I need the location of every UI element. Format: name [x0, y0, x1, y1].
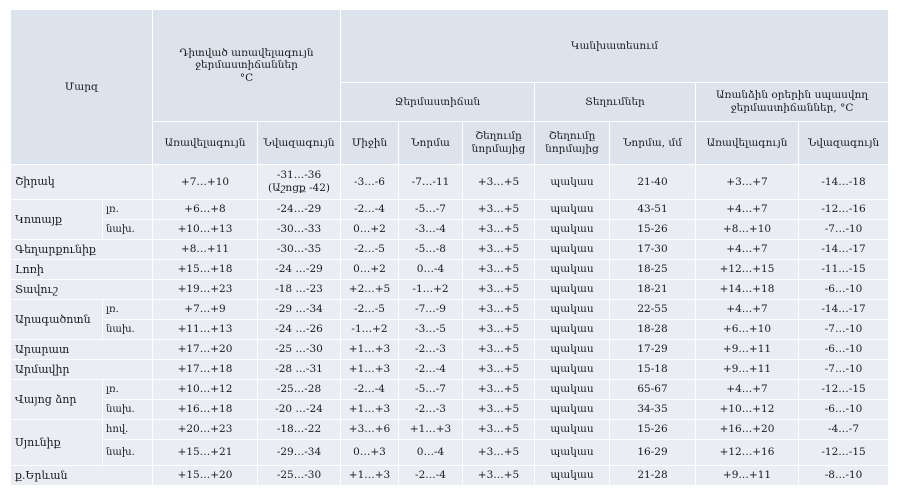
table-row: [11, 200, 889, 220]
deviation-cell: +3…+5: [463, 466, 535, 486]
forecast-min-cell: -14…-17: [799, 300, 889, 320]
mean-cell: -2…-5: [341, 300, 399, 320]
forecast-min-cell: -12…-16: [799, 200, 889, 220]
observed-max-cell: +11…+13: [153, 320, 258, 340]
norm-cell: -3…-5: [399, 320, 463, 340]
region-cell: ք.Երևան: [11, 466, 153, 486]
mean-cell: +1…+3: [341, 400, 399, 420]
norm-cell: 0…-4: [399, 260, 463, 280]
precip-deviation-cell: պակաս: [535, 300, 610, 320]
region-cell: Արարատ: [11, 340, 153, 360]
precip-norm-cell: 21-40: [610, 165, 696, 200]
precip-deviation-cell: պակաս: [535, 340, 610, 360]
precip-deviation-cell: պակաս: [535, 400, 610, 420]
precip-norm-cell: 15-18: [610, 360, 696, 380]
climate-forecast-table: [10, 9, 889, 486]
table-row: [11, 220, 889, 240]
forecast-max-cell: +4…+7: [696, 200, 799, 220]
subregion-cell: նախ.: [103, 400, 153, 420]
observed-min-text: -31…-36 (Աշոցք -42): [267, 169, 331, 194]
forecast-max-cell: +12…+16: [696, 440, 799, 466]
region-cell: Կոտայք: [11, 200, 103, 240]
subregion-cell: նախ.: [103, 320, 153, 340]
observed-min-cell: [258, 165, 341, 200]
norm-cell: -7…-9: [399, 300, 463, 320]
precip-norm-cell: 18-25: [610, 260, 696, 280]
header-temp-deviation: [463, 122, 535, 165]
mean-cell: 0…+3: [341, 440, 399, 466]
forecast-min-cell: -12…-15: [799, 380, 889, 400]
observed-max-cell: +16…+18: [153, 400, 258, 420]
precip-norm-cell: 18-21: [610, 280, 696, 300]
forecast-max-cell: +4…+7: [696, 240, 799, 260]
header-forecast-extremes: [696, 83, 889, 122]
mean-cell: +2…+5: [341, 280, 399, 300]
table-row: [11, 300, 889, 320]
precip-deviation-cell: պակաս: [535, 240, 610, 260]
forecast-min-cell: -14…-17: [799, 240, 889, 260]
region-cell: Լոռի: [11, 260, 153, 280]
norm-cell: -2…-3: [399, 400, 463, 420]
observed-min-cell: -24 …-29: [258, 260, 341, 280]
forecast-min-cell: -4…-7: [799, 420, 889, 440]
subregion-cell: նախ.: [103, 440, 153, 466]
precip-norm-cell: 17-30: [610, 240, 696, 260]
mean-cell: 0…+2: [341, 220, 399, 240]
observed-min-cell: -28 …-31: [258, 360, 341, 380]
forecast-max-cell: +9…+11: [696, 340, 799, 360]
precip-deviation-cell: պակաս: [535, 200, 610, 220]
precip-norm-cell: 65-67: [610, 380, 696, 400]
deviation-cell: +3…+5: [463, 400, 535, 420]
header-precipitation: Տեղումներ: [535, 83, 696, 122]
norm-cell: -1…+2: [399, 280, 463, 300]
precip-norm-cell: 34-35: [610, 400, 696, 420]
norm-cell: -5…-7: [399, 200, 463, 220]
header-forecast-min: Նվազագույն: [799, 122, 889, 165]
norm-cell: -2…-4: [399, 466, 463, 486]
precip-norm-cell: 16-29: [610, 440, 696, 466]
table-row: [11, 380, 889, 400]
observed-max-cell: +15…+20: [153, 466, 258, 486]
header-observed-max: Առավելագույն: [153, 122, 258, 165]
norm-cell: -2…-4: [399, 360, 463, 380]
table-row: [11, 320, 889, 340]
deviation-cell: +3…+5: [463, 340, 535, 360]
mean-cell: +3…+6: [341, 420, 399, 440]
forecast-max-cell: +10…+12: [696, 400, 799, 420]
observed-min-cell: -18…-22: [258, 420, 341, 440]
observed-min-cell: -25 …-30: [258, 340, 341, 360]
observed-min-cell: -18 …-23: [258, 280, 341, 300]
region-cell: Արմավիր: [11, 360, 153, 380]
header-temp-mean: Միջին: [341, 122, 399, 165]
deviation-cell: +3…+5: [463, 380, 535, 400]
header-observed: [153, 10, 341, 122]
header-forecast-max: Առավելագույն: [696, 122, 799, 165]
table-body: [11, 165, 889, 486]
deviation-cell: +3…+5: [463, 240, 535, 260]
observed-max-cell: +10…+12: [153, 380, 258, 400]
deviation-cell: +3…+5: [463, 165, 535, 200]
table-row: [11, 466, 889, 486]
forecast-max-cell: +9…+11: [696, 360, 799, 380]
precip-deviation-cell: պակաս: [535, 466, 610, 486]
observed-max-cell: +17…+18: [153, 360, 258, 380]
precip-norm-cell: 22-55: [610, 300, 696, 320]
mean-cell: +1…+3: [341, 360, 399, 380]
table-row: [11, 340, 889, 360]
mean-cell: -1…+2: [341, 320, 399, 340]
subregion-cell: լռ.: [103, 200, 153, 220]
precip-deviation-cell: պակաս: [535, 165, 610, 200]
observed-max-cell: +8…+11: [153, 240, 258, 260]
climate-table-container: [10, 9, 888, 486]
forecast-max-cell: +3…+7: [696, 165, 799, 200]
header-observed-text: Դիտված առավելագույն ջերմաստիճաններ °C: [179, 46, 314, 84]
observed-max-cell: +6…+8: [153, 200, 258, 220]
forecast-max-cell: +8…+10: [696, 220, 799, 240]
forecast-min-cell: -7…-10: [799, 320, 889, 340]
header-temperatures: Ջերմաստիճան: [341, 83, 535, 122]
table-row: [11, 240, 889, 260]
mean-cell: -2…-4: [341, 380, 399, 400]
table-row: [11, 260, 889, 280]
norm-cell: +1…+3: [399, 420, 463, 440]
table-row: [11, 165, 889, 200]
precip-deviation-cell: պակաս: [535, 260, 610, 280]
mean-cell: -3…-6: [341, 165, 399, 200]
observed-min-cell: -24…-29: [258, 200, 341, 220]
precip-deviation-cell: պակաս: [535, 320, 610, 340]
precip-norm-cell: 21-28: [610, 466, 696, 486]
norm-cell: 0…-4: [399, 440, 463, 466]
norm-cell: -5…-7: [399, 380, 463, 400]
deviation-cell: +3…+5: [463, 420, 535, 440]
region-cell: Արագածոտն: [11, 300, 103, 340]
forecast-max-cell: +4…+7: [696, 300, 799, 320]
forecast-min-cell: -14…-18: [799, 165, 889, 200]
mean-cell: 0…+2: [341, 260, 399, 280]
region-cell: Շիրակ: [11, 165, 153, 200]
deviation-cell: +3…+5: [463, 220, 535, 240]
subregion-cell: նախ.: [103, 220, 153, 240]
region-cell: Վայոց ձոր: [11, 380, 103, 420]
observed-min-cell: -25…-28: [258, 380, 341, 400]
forecast-max-cell: +9…+11: [696, 466, 799, 486]
observed-max-cell: +20…+23: [153, 420, 258, 440]
observed-max-cell: +19…+23: [153, 280, 258, 300]
norm-cell: -7…-11: [399, 165, 463, 200]
deviation-cell: +3…+5: [463, 200, 535, 220]
forecast-max-cell: +16…+20: [696, 420, 799, 440]
mean-cell: -2…-4: [341, 200, 399, 220]
forecast-min-cell: -7…-10: [799, 220, 889, 240]
forecast-min-cell: -6…-10: [799, 400, 889, 420]
header-precip-deviation-text: Շեղումը նորմայից: [545, 130, 599, 155]
precip-norm-cell: 43-51: [610, 200, 696, 220]
deviation-cell: +3…+5: [463, 260, 535, 280]
observed-max-cell: +15…+21: [153, 440, 258, 466]
table-row: [11, 280, 889, 300]
table-header: [11, 10, 889, 165]
observed-min-cell: -20 …-24: [258, 400, 341, 420]
forecast-min-cell: -6…-10: [799, 280, 889, 300]
deviation-cell: +3…+5: [463, 360, 535, 380]
mean-cell: +1…+3: [341, 340, 399, 360]
header-forecast: Կանխատեսում: [341, 10, 889, 83]
observed-max-cell: +7…+9: [153, 300, 258, 320]
precip-deviation-cell: պակաս: [535, 220, 610, 240]
table-row: [11, 440, 889, 466]
region-cell: Սյունիք: [11, 420, 103, 466]
observed-min-cell: -29…-34: [258, 440, 341, 466]
forecast-max-cell: +6…+10: [696, 320, 799, 340]
precip-norm-cell: 17-29: [610, 340, 696, 360]
forecast-min-cell: -6…-10: [799, 340, 889, 360]
deviation-cell: +3…+5: [463, 280, 535, 300]
table-row: [11, 360, 889, 380]
deviation-cell: +3…+5: [463, 320, 535, 340]
deviation-cell: +3…+5: [463, 300, 535, 320]
header-temp-norm: Նորմա: [399, 122, 463, 165]
subregion-cell: լռ.: [103, 380, 153, 400]
forecast-min-cell: -11…-15: [799, 260, 889, 280]
precip-deviation-cell: պակաս: [535, 360, 610, 380]
header-observed-min: Նվազագույն: [258, 122, 341, 165]
observed-max-cell: +10…+13: [153, 220, 258, 240]
header-temp-deviation-text: Շեղումը նորմայից: [471, 130, 526, 155]
precip-norm-cell: 18-28: [610, 320, 696, 340]
observed-min-cell: -30…-35: [258, 240, 341, 260]
observed-max-cell: +7…+10: [153, 165, 258, 200]
forecast-max-cell: +12…+15: [696, 260, 799, 280]
mean-cell: +1…+3: [341, 466, 399, 486]
region-cell: Տավուշ: [11, 280, 153, 300]
header-precip-norm: Նորմա, մմ: [610, 122, 696, 165]
precip-norm-cell: 15-26: [610, 220, 696, 240]
forecast-max-cell: +4…+7: [696, 380, 799, 400]
observed-min-cell: -29 …-34: [258, 300, 341, 320]
observed-min-cell: -24 …-26: [258, 320, 341, 340]
observed-max-cell: +15…+18: [153, 260, 258, 280]
mean-cell: -2…-5: [341, 240, 399, 260]
subregion-cell: հով.: [103, 420, 153, 440]
norm-cell: -5…-8: [399, 240, 463, 260]
norm-cell: -2…-3: [399, 340, 463, 360]
table-row: [11, 400, 889, 420]
deviation-cell: +3…+5: [463, 440, 535, 466]
precip-deviation-cell: պակաս: [535, 280, 610, 300]
precip-norm-cell: 15-26: [610, 420, 696, 440]
observed-min-cell: -30…-33: [258, 220, 341, 240]
forecast-max-cell: +14…+18: [696, 280, 799, 300]
forecast-min-cell: -12…-15: [799, 440, 889, 466]
observed-max-cell: +17…+20: [153, 340, 258, 360]
table-row: [11, 420, 889, 440]
forecast-min-cell: -7…-10: [799, 360, 889, 380]
header-region: Մարզ: [11, 10, 153, 165]
forecast-min-cell: -8…-10: [799, 466, 889, 486]
region-cell: Գեղարքունիք: [11, 240, 153, 260]
norm-cell: -3…-4: [399, 220, 463, 240]
observed-min-cell: -25…-30: [258, 466, 341, 486]
precip-deviation-cell: պակաս: [535, 440, 610, 466]
subregion-cell: լռ.: [103, 300, 153, 320]
precip-deviation-cell: պակաս: [535, 420, 610, 440]
precip-deviation-cell: պակաս: [535, 380, 610, 400]
header-forecast-extremes-text: Առանձին օրերին սպասվող ջերմաստիճաններ, °C: [716, 89, 869, 114]
header-precip-deviation: [535, 122, 610, 165]
